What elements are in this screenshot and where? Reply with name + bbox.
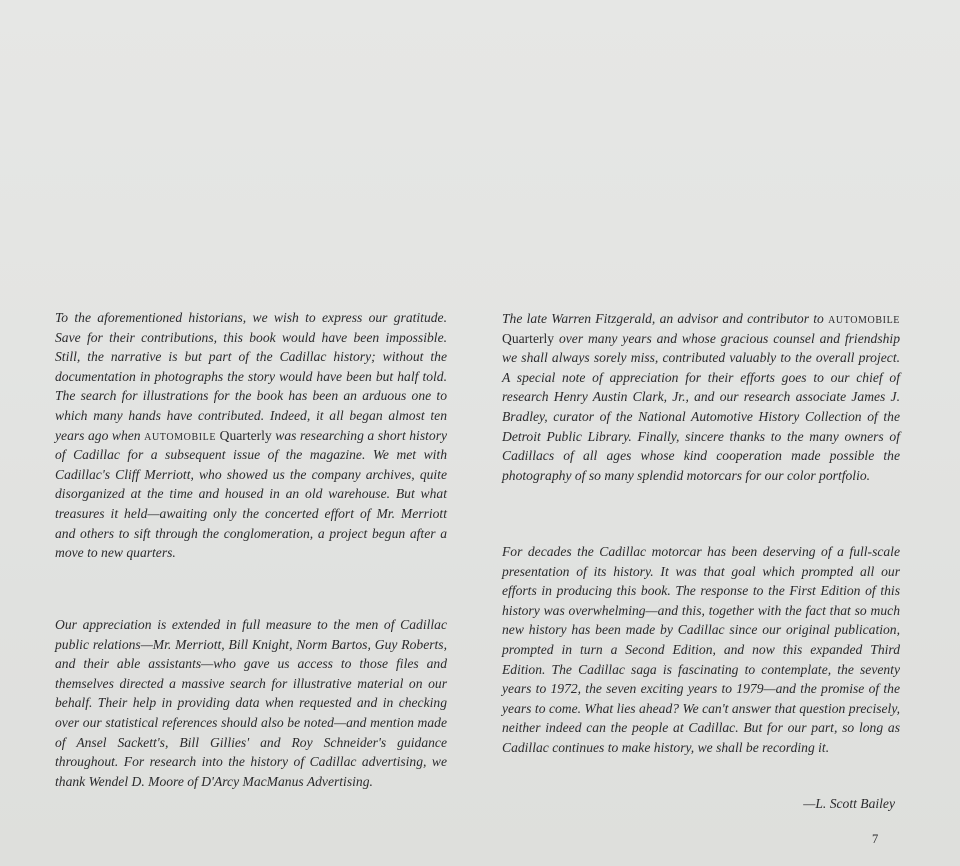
right-paragraph-1: [502, 309, 900, 485]
left-p1-intro: To the aforementioned historians, we wish to express our gratitude. Save for their contributions, this book would have been impossible. Still, the narrative is but part of the Cadillac history; without the documentation in photographs the story would have been but half told. The search for illustrations for the book has been an arduous one to which many hands have contributed. Indeed, it all began almost ten years ago when: [55, 310, 447, 443]
right-p1-intro: The late Warren Fitzgerald, an advisor and contributor to: [502, 311, 824, 326]
right-p1-rest: over many years and whose gracious counsel and friendship we shall always sorely miss, contributed valuably to the overall project. A special note of appreciation for their efforts goes to our chief of research Henry Austin Clark, Jr., and our research associate James J. Bradley, curator of the National Automotive History Collection of the Detroit Public Library. Finally, sincere thanks to the many owners of Cadillacs of all ages whose kind cooperation made possible the photography of so many splendid motorcars for our color portfolio.: [502, 330, 900, 483]
author-signature: —L. Scott Bailey: [803, 796, 895, 811]
page-number: 7: [872, 832, 879, 846]
right-paragraph-2: For decades the Cadillac motorcar has been deserving of a full-scale presentation of its history. It was that goal which prompted all our efforts in producing this book. The response to the First Edition of this history was overwhelming—and this, together with the fact that so much new history has been made by Cadillac since our original publication, prompted in turn a Second Edition, and now this expanded Third Edition. The Cadillac saga is fascinating to contemplate, the seventy years to 1972, the seven exciting years to 1979—and the promise of the years to come. What lies ahead? We can't answer that question precisely, neither indeed can the people at Cadillac. But for our part, so long as Cadillac continues to make history, we shall be recording it.: [502, 544, 900, 755]
left-paragraph-1: [55, 308, 447, 563]
left-p1-magazine-name: Quarterly: [219, 427, 272, 443]
left-p1-rest: was researching a short history of Cadillac for a subsequent issue of the magazine. We met with Cadillac's Cliff Merriott, who showed us the company archives, quite disorganized at the time and housed in an old warehouse. But what treasures it held—awaiting only the concerted effort of Mr. Merriott and others to sift through the conglomeration, a project begun after a move to new quarters.: [55, 427, 448, 561]
right-p1-magazine-small-caps: automobile: [828, 311, 900, 326]
left-p1-magazine-small-caps: automobile: [144, 427, 217, 443]
left-paragraph-2: Our appreciation is extended in full measure to the men of Cadillac public relations—Mr. Merriott, Bill Knight, Norm Bartos, Guy Roberts, and their able assistants—who gave us access to those files and themselves directed a massive search for illustrative material on our behalf. Their help in providing data when requested and in checking over our statistical references should also be noted—and mention made of Ansel Sackett's, Bill Gillies' and Roy Schneider's guidance throughout. For research into the history of Cadillac advertising, we thank Wendel D. Moore of D'Arcy MacManus Advertising.: [55, 617, 447, 789]
right-p1-magazine-name: Quarterly: [502, 330, 555, 346]
